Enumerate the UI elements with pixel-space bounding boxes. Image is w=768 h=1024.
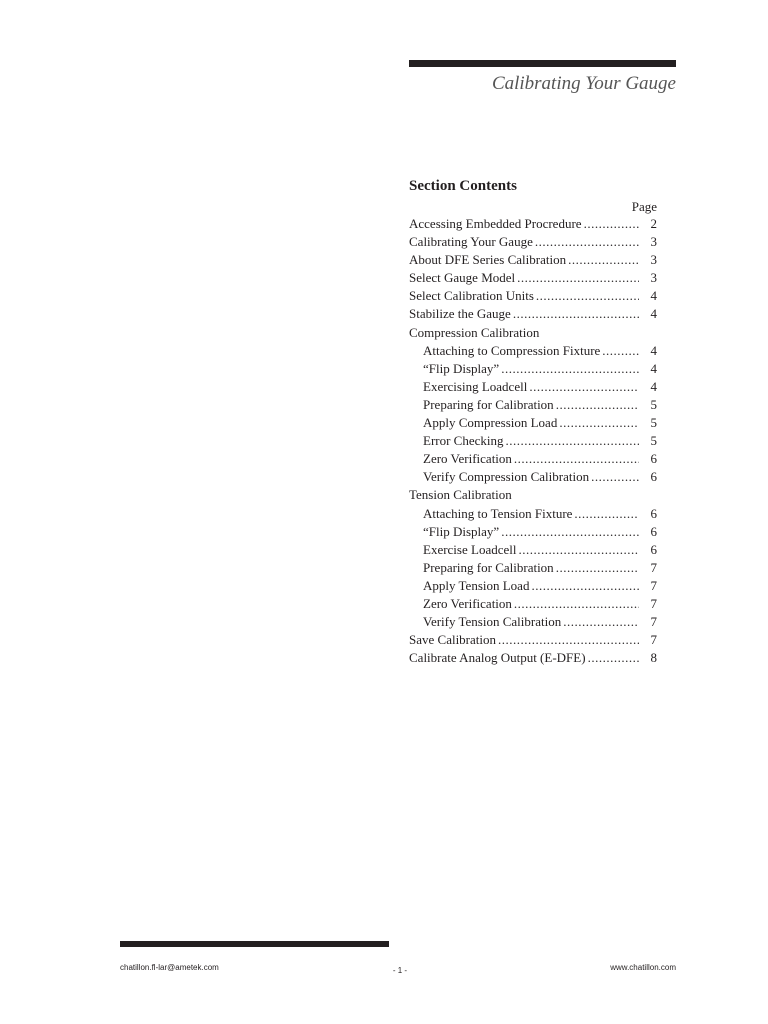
toc-leader-dots	[536, 287, 639, 305]
toc-group-heading[interactable]	[409, 486, 657, 504]
page-title: Calibrating Your Gauge	[491, 73, 676, 94]
toc-entry-page: 6	[650, 469, 657, 485]
toc-entry[interactable]	[409, 233, 657, 251]
toc-entry-label: Zero Verification	[423, 595, 512, 611]
toc-leader-dots	[535, 233, 639, 251]
toc-entry-label: Attaching to Tension Fixture	[423, 505, 573, 521]
toc-leader-dots	[529, 378, 639, 396]
toc-entry-label: Select Calibration Units	[409, 288, 534, 304]
toc-subentry[interactable]	[409, 523, 657, 541]
toc-subentry[interactable]	[409, 613, 657, 631]
toc-entry-page: 6	[650, 451, 657, 467]
toc-entry[interactable]	[409, 287, 657, 305]
toc-entry[interactable]	[409, 215, 657, 233]
toc-entry-label: Attaching to Compression Fixture	[423, 342, 601, 358]
toc-entry-page: 5	[650, 433, 657, 449]
toc-leader-dots	[518, 541, 639, 559]
toc-entry-page: 7	[650, 577, 657, 593]
section-contents-heading: Section Contents	[409, 178, 517, 194]
toc-subentry[interactable]	[409, 595, 657, 613]
toc-entry-label: “Flip Display”	[423, 523, 500, 539]
toc-leader-dots	[556, 559, 639, 577]
toc-entry-page: 3	[650, 252, 657, 268]
toc-entry-page: 7	[650, 632, 657, 648]
toc-entry[interactable]	[409, 251, 657, 269]
header-rule	[409, 60, 676, 67]
toc-leader-dots	[514, 595, 639, 613]
toc-entry[interactable]	[409, 631, 657, 649]
toc-subentry[interactable]	[409, 559, 657, 577]
toc-entry-label: Apply Tension Load	[423, 577, 530, 593]
toc-entry-label: Verify Tension Calibration	[423, 614, 562, 630]
toc-subentry[interactable]	[409, 342, 657, 360]
page-column-label: Page	[631, 199, 657, 214]
toc-subentry[interactable]	[409, 450, 657, 468]
footer-url: www.chatillon.com	[610, 963, 676, 972]
toc-leader-dots	[574, 505, 639, 523]
toc-entry-label: Accessing Embedded Procredure	[409, 216, 582, 231]
toc-entry-label: Select Gauge Model	[409, 270, 516, 286]
toc-subentry[interactable]	[409, 360, 657, 378]
toc-entry-page: 5	[650, 415, 657, 431]
toc-subentry[interactable]	[409, 468, 657, 486]
toc-entry-page: 4	[650, 288, 657, 304]
toc-entry-page: 5	[650, 396, 657, 412]
toc-entry-page: 7	[650, 614, 657, 630]
toc-entry-label: Stabilize the Gauge	[409, 306, 511, 322]
toc-entry-page: 3	[650, 234, 657, 250]
toc-entry-label: Exercise Loadcell	[423, 541, 517, 557]
toc-leader-dots	[602, 342, 639, 360]
toc-subentry[interactable]	[409, 541, 657, 559]
toc-leader-dots	[588, 649, 639, 667]
toc-entry-page: 4	[650, 378, 657, 394]
toc-group-label: Tension Calibration	[409, 487, 512, 503]
toc-leader-dots	[531, 577, 639, 595]
toc-entry-page: 6	[650, 541, 657, 557]
toc-leader-dots	[591, 468, 639, 486]
toc-entry-label: “Flip Display”	[423, 360, 500, 376]
toc-leader-dots	[506, 432, 639, 450]
toc-entry[interactable]	[409, 649, 657, 667]
toc-list	[409, 215, 657, 667]
toc-entry-label: Exercising Loadcell	[423, 378, 528, 394]
toc-leader-dots	[498, 631, 639, 649]
toc-leader-dots	[563, 613, 639, 631]
toc-leader-dots	[556, 396, 639, 414]
toc-leader-dots	[501, 523, 639, 541]
toc-entry-page: 4	[650, 360, 657, 376]
toc-entry-page: 4	[650, 306, 657, 322]
footer-rule	[120, 941, 389, 947]
toc-entry-page: 3	[650, 270, 657, 286]
toc-subentry[interactable]	[409, 378, 657, 396]
toc-subentry[interactable]	[409, 577, 657, 595]
toc-leader-dots	[513, 305, 639, 323]
toc-subentry[interactable]	[409, 505, 657, 523]
toc-entry-label: Error Checking	[423, 433, 504, 449]
section-contents	[409, 176, 657, 667]
toc-group-label: Compression Calibration	[409, 324, 540, 340]
toc-leader-dots	[501, 360, 639, 378]
toc-leader-dots	[517, 269, 639, 287]
toc-entry-label: Save Calibration	[409, 632, 497, 648]
toc-entry-label: Zero Verification	[423, 451, 512, 467]
toc-entry[interactable]	[409, 305, 657, 323]
toc-entry-label: Preparing for Calibration	[423, 559, 554, 575]
toc-subentry[interactable]	[409, 432, 657, 450]
toc-leader-dots	[514, 450, 639, 468]
toc-entry-label: About DFE Series Calibration	[409, 252, 567, 268]
toc-entry-label: Calibrating Your Gauge	[409, 234, 533, 250]
toc-entry-page: 6	[650, 523, 657, 539]
toc-leader-dots	[559, 414, 639, 432]
footer-email: chatillon.fl-lar@ametek.com	[120, 963, 219, 972]
toc-entry-label: Verify Compression Calibration	[423, 469, 590, 485]
toc-entry-label: Preparing for Calibration	[423, 396, 554, 412]
toc-entry-page: 7	[650, 595, 657, 611]
toc-entry-page: 2	[650, 216, 657, 231]
footer-page-number: - 1 -	[392, 966, 408, 975]
toc-entry-label: Calibrate Analog Output (E-DFE)	[409, 650, 586, 666]
toc-entry-page: 4	[650, 342, 657, 358]
toc-entry-label: Apply Compression Load	[423, 415, 558, 431]
toc-entry-page: 7	[650, 559, 657, 575]
toc-entry-page: 8	[650, 650, 657, 666]
toc-subentry[interactable]	[409, 396, 657, 414]
toc-leader-dots	[568, 251, 639, 269]
toc-entry[interactable]	[409, 269, 657, 287]
toc-leader-dots	[584, 215, 639, 233]
toc-group-heading[interactable]	[409, 324, 657, 342]
toc-subentry[interactable]	[409, 414, 657, 432]
toc-entry-page: 6	[650, 505, 657, 521]
